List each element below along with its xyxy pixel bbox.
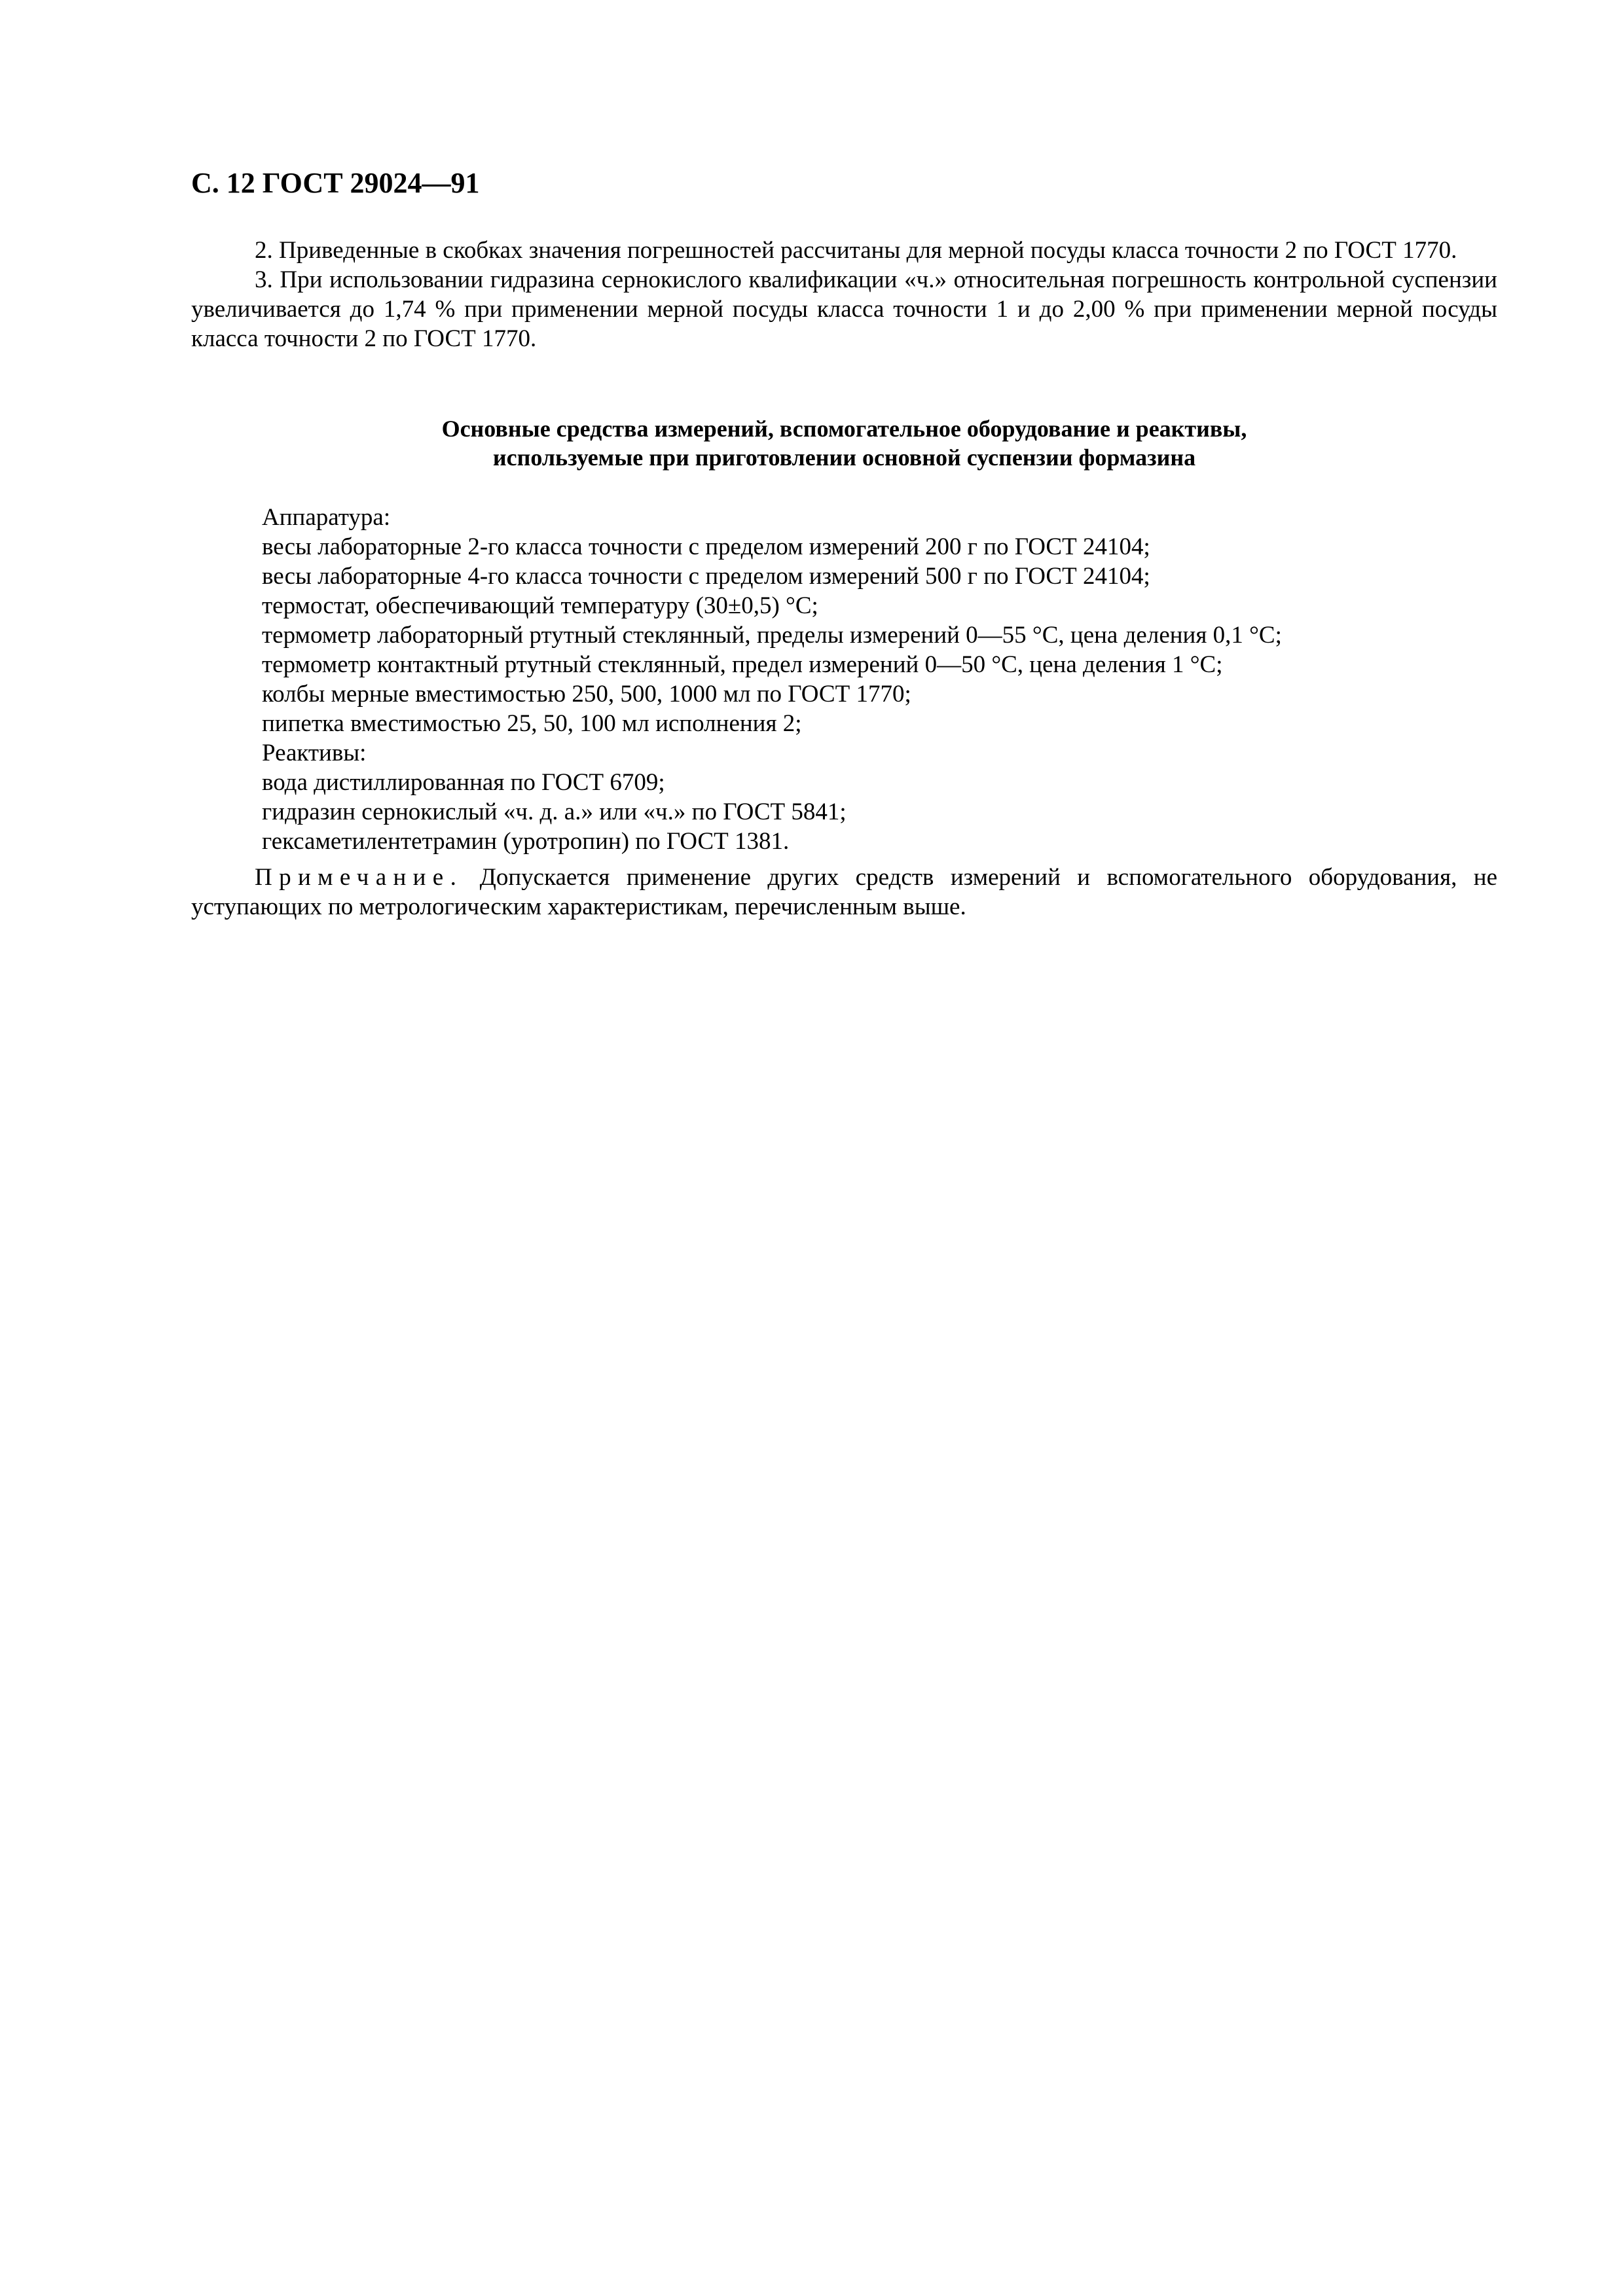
reagent-item: гидразин сернокислый «ч. д. а.» или «ч.» по ГОСТ 5841;	[262, 798, 847, 825]
apparatus-item: колбы мерные вместимостью 250, 500, 1000 мл по ГОСТ 1770;	[262, 681, 911, 708]
apparatus-item: термометр лабораторный ртутный стеклянный, пределы измерений 0—55 °С, цена деления 0,1 °С;	[262, 622, 1282, 649]
apparatus-item: термометр контактный ртутный стеклянный, предел измерений 0—50 °С, цена деления 1 °С;	[262, 651, 1223, 678]
section-heading	[191, 414, 1497, 472]
remark	[191, 863, 1497, 922]
apparatus-item: весы лабораторные 4-го класса точности с пределом измерений 500 г по ГОСТ 24104;	[262, 563, 1150, 590]
remark-paragraph	[191, 863, 1497, 922]
reagent-item: вода дистиллированная по ГОСТ 6709;	[262, 769, 665, 796]
section-heading-line-1: Основные средства измерений, вспомогательное оборудование и реактивы,	[441, 416, 1247, 442]
note-3: 3. При использовании гидразина сернокислого квалификации «ч.» относительная погрешность контрольной суспензии увеличивается до 1,74 % при применении мерной посуды класса точности 1 и до 2,00 % при применении мерной посуды класса точности 2 по ГОСТ 1770.	[191, 266, 1497, 352]
table-notes	[191, 236, 1497, 353]
apparatus-item: пипетка вместимостью 25, 50, 100 мл исполнения 2;	[262, 710, 802, 737]
note-2: 2. Приведенные в скобках значения погрешностей рассчитаны для мерной посуды класса точности 2 по ГОСТ 1770.	[255, 237, 1457, 264]
apparatus-item: весы лабораторные 2-го класса точности с пределом измерений 200 г по ГОСТ 24104;	[262, 533, 1150, 560]
equipment-list	[262, 503, 1282, 856]
section-heading-line-2: используемые при приготовлении основной суспензии формазина	[492, 444, 1196, 471]
reagent-item: гексаметилентетрамин (уротропин) по ГОСТ 1381.	[262, 828, 790, 855]
remark-label: Примечание.	[255, 864, 464, 891]
page-header: С. 12 ГОСТ 29024—91	[191, 167, 480, 199]
remark-text: Допускается применение других средств измерений и вспомогательного оборудования, не уступающих по метрологическим характеристикам, перечисленным выше.	[191, 864, 1497, 920]
reagents-title: Реактивы:	[262, 740, 367, 766]
apparatus-item: термостат, обеспечивающий температуру (30±0,5) °С;	[262, 592, 818, 619]
apparatus-title: Аппаратура:	[262, 504, 391, 531]
